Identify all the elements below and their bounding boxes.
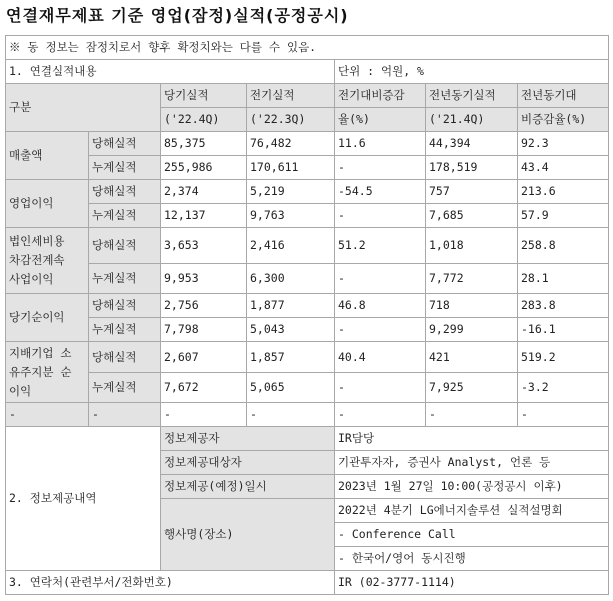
sub-label: 당해실적 xyxy=(89,294,161,318)
cell-current: 255,986 xyxy=(161,156,247,180)
sub-label: 누계실적 xyxy=(89,156,161,180)
table-row xyxy=(6,264,609,294)
item-label-line: 이익 xyxy=(9,383,32,398)
table-row xyxy=(6,318,609,342)
cell-yoy: 213.6 xyxy=(518,180,609,204)
header-row-1 xyxy=(6,84,609,108)
cell-prior: 5,043 xyxy=(247,318,335,342)
table-row xyxy=(6,342,609,373)
item-label-line: 차감전계속 xyxy=(9,253,65,267)
date-value: 2023년 1월 27일 10:00(공정공시 이후) xyxy=(335,475,609,499)
cell-yoy-prior: 9,299 xyxy=(426,318,518,342)
table-row xyxy=(6,156,609,180)
cell-qoq: - xyxy=(335,204,426,228)
cell-qoq: 51.2 xyxy=(335,228,426,264)
header-yoy-line2: 비증감율(%) xyxy=(518,108,609,132)
dash-cell: - xyxy=(89,403,161,427)
sub-label: 누계실적 xyxy=(89,264,161,294)
cell-yoy: 28.1 xyxy=(518,264,609,294)
table-row xyxy=(6,228,609,264)
cell-current: 3,653 xyxy=(161,228,247,264)
cell-current: 85,375 xyxy=(161,132,247,156)
header-yoy-line1: 전년동기대 xyxy=(518,84,609,108)
item-label xyxy=(6,294,89,342)
cell-current: 2,756 xyxy=(161,294,247,318)
cell-prior: 6,300 xyxy=(247,264,335,294)
table-row xyxy=(6,204,609,228)
unit-label: 단위 : 억원, % xyxy=(335,60,609,84)
cell-prior: 170,611 xyxy=(247,156,335,180)
header-yoy-prior-period: ('21.4Q) xyxy=(426,108,518,132)
contact-value: IR (02-3777-1114) xyxy=(335,571,609,595)
dash-cell: - xyxy=(6,403,89,427)
cell-yoy-prior: 7,685 xyxy=(426,204,518,228)
item-label-line: 유주지분 순 xyxy=(9,364,72,379)
cell-qoq: 11.6 xyxy=(335,132,426,156)
sub-label: 당해실적 xyxy=(89,132,161,156)
cell-yoy: -16.1 xyxy=(518,318,609,342)
cell-qoq: - xyxy=(335,318,426,342)
item-label-line: 지배기업 소 xyxy=(9,345,72,360)
cell-yoy-prior: 178,519 xyxy=(426,156,518,180)
cell-yoy: 519.2 xyxy=(518,342,609,373)
item-label-line: 사업이익 xyxy=(9,272,54,286)
provider-value: IR담당 xyxy=(335,427,609,451)
dash-cell: - xyxy=(247,403,335,427)
cell-yoy-prior: 7,772 xyxy=(426,264,518,294)
cell-current: 2,607 xyxy=(161,342,247,373)
event-detail: - Conference Call xyxy=(335,523,609,547)
notice-text: ※ 동 정보는 잠정치로서 향후 확정치와는 다를 수 있음. xyxy=(6,36,609,60)
cell-current: 9,953 xyxy=(161,264,247,294)
item-label xyxy=(6,228,89,294)
cell-current: 2,374 xyxy=(161,180,247,204)
sub-label: 누계실적 xyxy=(89,373,161,403)
table-row xyxy=(6,132,609,156)
cell-current: 12,137 xyxy=(161,204,247,228)
event-title: 2022년 4분기 LG에너지솔루션 실적설명회 xyxy=(335,499,609,523)
item-label xyxy=(6,180,89,228)
contact-row xyxy=(6,571,609,595)
section1-label: 1. 연결실적내용 xyxy=(6,60,335,84)
cell-qoq: - xyxy=(335,264,426,294)
header-prior: 전기실적 xyxy=(247,84,335,108)
cell-yoy-prior: 1,018 xyxy=(426,228,518,264)
item-label-line: 매출액 xyxy=(9,148,43,162)
sub-label: 당해실적 xyxy=(89,180,161,204)
item-label-line: 법인세비용 xyxy=(9,234,65,248)
cell-yoy-prior: 7,925 xyxy=(426,373,518,403)
empty-row xyxy=(6,403,609,427)
cell-yoy-prior: 718 xyxy=(426,294,518,318)
dash-cell: - xyxy=(335,403,426,427)
sub-label: 누계실적 xyxy=(89,204,161,228)
target-value: 기관투자자, 증권사 Analyst, 언론 등 xyxy=(335,451,609,475)
date-label: 정보제공(예정)일시 xyxy=(161,475,335,499)
header-qoq-line1: 전기대비증감 xyxy=(335,84,426,108)
earnings-table xyxy=(5,35,609,595)
cell-prior: 76,482 xyxy=(247,132,335,156)
header-category: 구분 xyxy=(6,84,161,132)
item-label-line: 당기순이익 xyxy=(9,310,65,324)
table-row xyxy=(6,294,609,318)
cell-qoq: - xyxy=(335,373,426,403)
cell-yoy: 283.8 xyxy=(518,294,609,318)
sub-label: 누계실적 xyxy=(89,318,161,342)
target-label: 정보제공대상자 xyxy=(161,451,335,475)
cell-prior: 5,219 xyxy=(247,180,335,204)
cell-qoq: - xyxy=(335,156,426,180)
page-title: 연결재무제표 기준 영업(잠정)실적(공정공시) xyxy=(6,6,349,25)
cell-yoy: -3.2 xyxy=(518,373,609,403)
cell-yoy: 258.8 xyxy=(518,228,609,264)
cell-yoy-prior: 44,394 xyxy=(426,132,518,156)
event-label: 행사명(장소) xyxy=(161,499,335,571)
cell-prior: 1,877 xyxy=(247,294,335,318)
dash-cell: - xyxy=(161,403,247,427)
item-label-line: 영업이익 xyxy=(9,196,54,210)
cell-prior: 9,763 xyxy=(247,204,335,228)
header-yoy-prior: 전년동기실적 xyxy=(426,84,518,108)
cell-yoy-prior: 757 xyxy=(426,180,518,204)
item-label xyxy=(6,132,89,180)
cell-qoq: 40.4 xyxy=(335,342,426,373)
cell-yoy: 57.9 xyxy=(518,204,609,228)
header-qoq-line2: 율(%) xyxy=(335,108,426,132)
cell-yoy: 43.4 xyxy=(518,156,609,180)
provider-row xyxy=(6,427,609,451)
section1-row xyxy=(6,60,609,84)
sub-label: 당해실적 xyxy=(89,228,161,264)
table-row xyxy=(6,180,609,204)
header-prior-period: ('22.3Q) xyxy=(247,108,335,132)
cell-current: 7,798 xyxy=(161,318,247,342)
cell-prior: 2,416 xyxy=(247,228,335,264)
sub-label: 당해실적 xyxy=(89,342,161,373)
header-current: 당기실적 xyxy=(161,84,247,108)
cell-qoq: 46.8 xyxy=(335,294,426,318)
cell-yoy-prior: 421 xyxy=(426,342,518,373)
dash-cell: - xyxy=(518,403,609,427)
item-label xyxy=(6,342,89,403)
section3-label: 3. 연락처(관련부서/전화번호) xyxy=(6,571,335,595)
cell-qoq: -54.5 xyxy=(335,180,426,204)
provider-label: 정보제공자 xyxy=(161,427,335,451)
dash-cell: - xyxy=(426,403,518,427)
notice-row xyxy=(6,36,609,60)
cell-yoy: 92.3 xyxy=(518,132,609,156)
event-detail: - 한국어/영어 동시진행 xyxy=(335,547,609,571)
header-current-period: ('22.4Q) xyxy=(161,108,247,132)
cell-prior: 1,857 xyxy=(247,342,335,373)
section2-label: 2. 정보제공내역 xyxy=(6,427,161,571)
cell-prior: 5,065 xyxy=(247,373,335,403)
table-row xyxy=(6,373,609,403)
cell-current: 7,672 xyxy=(161,373,247,403)
